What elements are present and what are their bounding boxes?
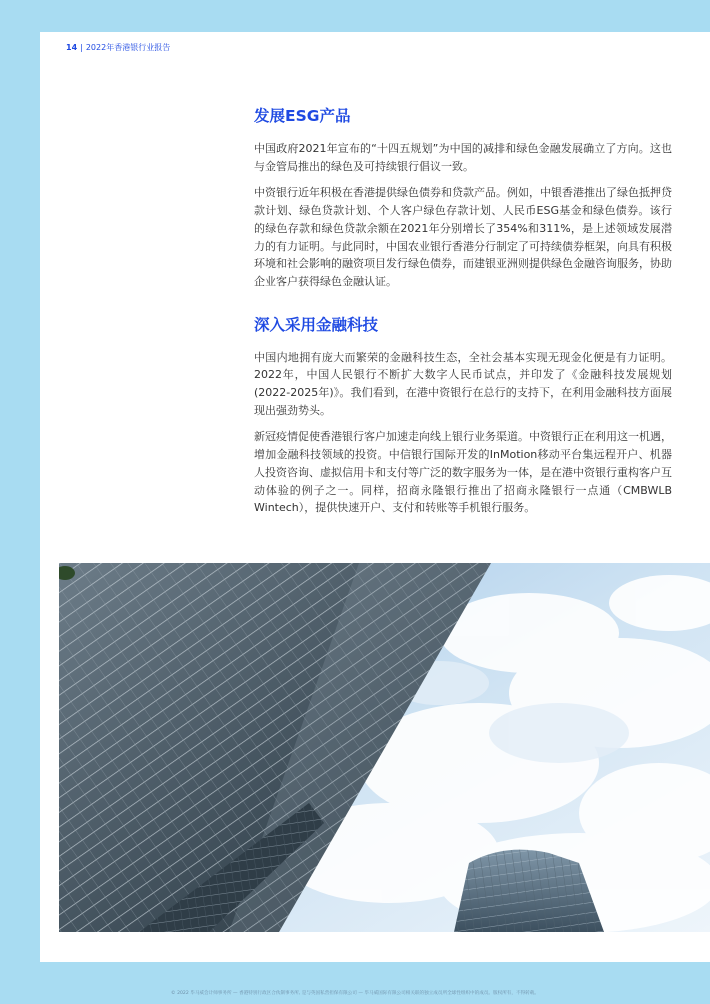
page-header (66, 42, 170, 53)
section-heading-esg: 发展ESG产品 (254, 107, 351, 125)
page-number: 14 (66, 43, 78, 52)
paragraph: 中国内地拥有庞大而繁荣的金融科技生态，全社会基本实现无现金化便是有力证明。2022年，中国人民银行不断扩大数字人民币试点，并印发了《金融科技发展规划(2022-2025年)》。我们看到，在港中资银行在总行的支持下，在利用金融科技方面展现出强劲势头。 (254, 350, 672, 417)
paragraph: 中国政府2021年宣布的“十四五规划”为中国的减排和绿色金融发展确立了方向。这也与金管局推出的绿色及可持续银行倡议一致。 (254, 142, 672, 173)
report-title: 2022年香港银行业报告 (85, 43, 171, 52)
section-heading-fintech: 深入采用金融科技 (254, 315, 379, 334)
report-page (40, 32, 710, 962)
skyscraper-photo (59, 563, 710, 932)
main-content (254, 104, 672, 517)
header-separator: | (80, 43, 83, 52)
copyright-footer: © 2022 毕马威会计师事务所 — 香港特别行政区合伙制事务所, 是与英国私营担保有限公司 — 毕马威国际有限公司相关联的独立成员所全球性组织中的成员。版权所有，不得转载。 (171, 991, 539, 996)
paragraph: 新冠疫情促使香港银行客户加速走向线上银行业务渠道。中资银行正在利用这一机遇，增加金融科技领域的投资。中信银行国际开发的InMotion移动平台集远程开户、机器人投资咨询、虚拟信用卡和支付等广泛的数字服务为一体，是在港中资银行重构客户互动体验的例子之一。同样，招商永隆银行推出了招商永隆银行一点通（CMBWLB Wintech），提供快速开户、支付和转账等手机银行服务。 (254, 430, 672, 515)
paragraph: 中资银行近年积极在香港提供绿色债券和贷款产品。例如，中银香港推出了绿色抵押贷款计划、绿色贷款计划、个人客户绿色存款计划、人民币ESG基金和绿色债券。该行的绿色存款和绿色贷款余额在2021年分别增长了354%和311%，是上述领域发展潜力的有力证明。与此同时，中国农业银行香港分行制定了可持续债券框架，向具有积极环境和社会影响的融资项目发行绿色债券，而建银亚洲则提供绿色金融咨询服务，协助企业客户获得绿色金融认证。 (254, 186, 672, 288)
